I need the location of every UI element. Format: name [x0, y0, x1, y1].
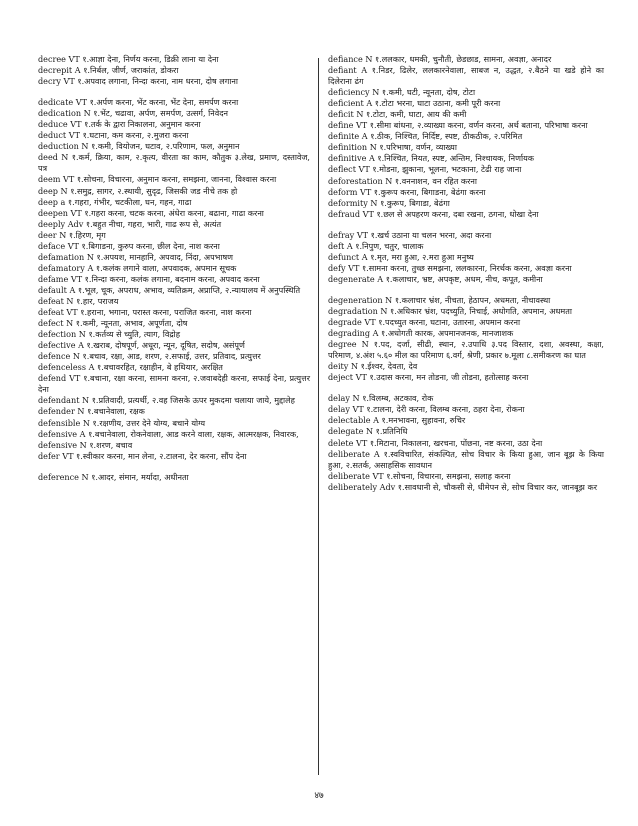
entry-headword: defame — [38, 273, 69, 284]
entry-part-of-speech: VT — [358, 164, 370, 175]
entry-part-of-speech: A — [79, 428, 86, 439]
entry-part-of-speech: N — [81, 141, 89, 152]
entry-headword: decrepit — [38, 65, 73, 76]
dictionary-entry — [328, 449, 604, 471]
dictionary-entry — [38, 252, 310, 263]
entry-headword: defiant — [328, 65, 357, 76]
entry-headword: deduce — [38, 119, 68, 130]
entry-meaning: १.आज्ञा देना, निर्णय करना, डिक्री लाना या देना — [82, 54, 219, 64]
dictionary-entry — [328, 339, 604, 361]
entry-headword: defeat — [38, 307, 64, 318]
entry-part-of-speech: N — [79, 439, 87, 450]
entry-meaning: १.कमी, न्यूनता, अभाव, अपूर्णता, दोष — [75, 318, 188, 329]
entry-headword: decry — [38, 76, 61, 87]
entry-meaning: १.अधोगती कारक, अपमानजनक, मानजाशक — [381, 328, 514, 339]
dictionary-entry — [38, 263, 310, 274]
page-number: ४७ — [314, 791, 324, 801]
dictionary-entry — [38, 76, 310, 87]
entry-part-of-speech: N — [385, 175, 393, 186]
entry-part-of-speech: N — [83, 108, 91, 119]
entry-headword: deft — [328, 240, 345, 251]
dictionary-entry — [38, 329, 310, 340]
entry-headword: deficit — [328, 109, 354, 120]
entry-part-of-speech: VT — [364, 317, 376, 328]
entry-meaning: १.खराब, दोषपूर्ण, अधूरा, न्यून, दूषित, सदोष, असंपूर्ण — [86, 340, 245, 351]
dictionary-entry — [328, 471, 604, 482]
dictionary-entry — [328, 87, 604, 98]
entry-meaning: १.विलम्ब, अटकाव, रोक — [362, 393, 434, 404]
entry-meaning: १.हराना, भगाना, परास्त करना, पराजित करना, नाश करना — [80, 307, 252, 318]
entry-part-of-speech: VT — [69, 373, 81, 384]
entry-part-of-speech: N — [86, 251, 94, 262]
entry-part-of-speech: N — [82, 417, 90, 428]
dictionary-entry — [38, 54, 310, 65]
entry-meaning: १.मिटाना, निकालना, खरचना, पोंछना, नष्ट करना, उठा देना — [369, 437, 543, 448]
entry-meaning: १.परिभाषा, वर्णन, व्याख्या — [379, 142, 457, 153]
entry-headword: defection — [38, 329, 77, 340]
entry-headword: defer — [38, 450, 60, 461]
dictionary-entry — [328, 153, 604, 164]
left-column — [38, 54, 310, 483]
entry-part-of-speech: N — [350, 361, 359, 372]
entry-headword: defend — [38, 373, 67, 384]
entry-meaning: १.कमी, घटी, न्यूनता, दोष, टोटा — [381, 87, 476, 98]
entry-part-of-speech: N — [369, 142, 377, 153]
entry-headword: deeply — [38, 218, 66, 229]
entry-headword: define — [328, 120, 354, 131]
dictionary-entry — [328, 131, 604, 142]
entry-meaning: १.निर्बल, जीर्ण, जराकांत, डोकरा — [83, 65, 179, 76]
entry-part-of-speech: VT — [70, 273, 83, 284]
dictionary-entry — [328, 164, 604, 175]
entry-part-of-speech: VT — [67, 240, 79, 251]
entry-headword: defray — [328, 229, 355, 240]
entry-part-of-speech: VT — [62, 450, 74, 461]
entry-meaning: १.निपुण, चतुर, चालाक — [355, 240, 424, 251]
dictionary-entry — [38, 208, 310, 219]
entry-headword: deforestation — [328, 175, 383, 186]
entry-part-of-speech: VT — [66, 307, 78, 318]
entry-meaning: १.सामना करना, तुच्छ समझना, ललकारना, निरर्थक करना, अवज्ञा करना — [361, 262, 572, 273]
entry-headword: deflect — [328, 164, 356, 175]
entry-headword: delete — [328, 437, 354, 448]
entry-meaning: १.प्रतिवादी, प्रत्यर्थी, २.वह जिसके ऊपर मुकदमा चलाया जाये, मुद्दालेह — [91, 395, 295, 406]
entry-meaning: १.अपयश, मानहानि, अपवाद, निंदा, अपभाषण — [96, 251, 233, 262]
entry-part-of-speech: N — [66, 295, 74, 306]
entry-meaning: १.अर्पण करना, भेंट करना, भेंट देना, समर्पण करना — [89, 97, 239, 108]
entry-meaning: १.भेंट, चढावा, अर्पण, समर्पण, उत्सर्ग, निवेदन — [93, 108, 228, 119]
entry-part-of-speech: VT — [70, 207, 82, 218]
dictionary-entry — [38, 406, 310, 417]
entry-part-of-speech: N — [356, 109, 364, 120]
dictionary-entry — [38, 119, 310, 130]
entry-part-of-speech: Adv — [379, 481, 396, 492]
entry-meaning: १.ललकार, धमकी, चुनौती, छेडछाड, सामना, अवज्ञा, अनादर — [374, 54, 552, 64]
dictionary-entry — [38, 97, 310, 108]
dictionary-entry — [38, 174, 310, 185]
entry-headword: default — [38, 284, 67, 295]
entry-meaning: १.निन्दा करना, कलंक लगाना, बदनाम करना, अपवाद करना — [84, 273, 260, 284]
entry-meaning: १.खर्च उठाना या चलन भरना, अदा करना — [370, 229, 492, 240]
entry-headword: deform — [328, 186, 358, 197]
entry-part-of-speech: A — [377, 273, 384, 284]
entry-part-of-speech: VT — [63, 174, 75, 185]
entry-headword: definitive — [328, 153, 367, 164]
entry-headword: deliberate — [328, 470, 370, 481]
dictionary-entry — [38, 141, 310, 152]
entry-headword: defensible — [38, 417, 81, 428]
entry-headword: deliberately — [328, 481, 378, 492]
entry-part-of-speech: A — [373, 448, 380, 459]
entry-part-of-speech: N — [372, 87, 380, 98]
dictionary-entry — [328, 482, 604, 493]
entry-meaning: १.बचावरहित, रक्षाहीन, बे हथियार, अरक्षित — [97, 362, 223, 373]
entry-meaning: १.सावधानी से, चौकसी से, धीमेपन से, सोच विचार कर, जानबूझ कर — [397, 481, 598, 492]
entry-headword: deem — [38, 174, 61, 185]
entry-meaning: १.कुरूप करना, बिगाडना, बेढंगा करना — [373, 186, 486, 197]
entry-part-of-speech: N — [385, 294, 393, 305]
entry-part-of-speech: N — [370, 197, 378, 208]
dictionary-entry — [328, 241, 604, 252]
entry-part-of-speech: N — [380, 305, 388, 316]
entry-part-of-speech: N — [361, 339, 369, 350]
entry-part-of-speech: N — [59, 229, 67, 240]
entry-meaning: १.हिरण, मृग — [68, 229, 106, 240]
dictionary-entry — [328, 404, 604, 415]
dictionary-entry — [38, 65, 310, 76]
dictionary-entry — [328, 438, 604, 449]
entry-headword: deed — [38, 152, 58, 163]
entry-part-of-speech: VT — [362, 208, 374, 219]
dictionary-entry — [328, 176, 604, 187]
entry-headword: degree — [328, 339, 357, 350]
entry-part-of-speech: N — [66, 318, 74, 329]
dictionary-entry — [328, 317, 604, 328]
entry-meaning: १.सोचना, विचारना, समझना, सलाह करना — [386, 470, 511, 481]
entry-headword: deduction — [38, 141, 79, 152]
dictionary-entry — [328, 98, 604, 109]
dictionary-entry — [38, 418, 310, 429]
entry-headword: deer — [38, 229, 57, 240]
entry-headword: defunct — [328, 251, 360, 262]
entry-part-of-speech: A — [69, 284, 76, 295]
entry-headword: degrade — [328, 317, 362, 328]
entry-meaning: १.उदास करना, मन तोडना, जी तोडना, हतोत्साह करना — [369, 372, 529, 383]
entry-headword: deficiency — [328, 87, 370, 98]
entry-part-of-speech: A — [346, 240, 353, 251]
dictionary-entry — [328, 306, 604, 317]
dictionary-entry — [38, 274, 310, 285]
entry-part-of-speech: VT — [75, 97, 87, 108]
entry-meaning: १.कलंक लगाने वाला, अपवादक, अपमान सूचक — [95, 262, 237, 273]
entry-part-of-speech: N — [365, 54, 373, 64]
entry-part-of-speech: A — [88, 362, 95, 373]
right-column — [328, 54, 604, 493]
dictionary-entry — [38, 440, 310, 451]
entry-part-of-speech: VT — [348, 262, 360, 273]
entry-headword: defect — [38, 318, 64, 329]
entry-meaning: १.तर्क के द्वारा निकालना, अनुमान करना — [84, 119, 201, 130]
dictionary-entry — [38, 373, 310, 395]
entry-part-of-speech: VT — [63, 76, 75, 87]
entry-part-of-speech: A — [366, 98, 373, 109]
entry-meaning: १.कमी, वियोजन, घटाव, २.परिणाम, फल, अनुमान — [91, 141, 240, 152]
entry-part-of-speech: A — [361, 65, 368, 76]
entry-meaning: १.बचानेवाला, रोकनेवाला, आड करने वाला, रक्षक, आत्मरक्षक, निवारक, — [88, 428, 299, 439]
entry-headword: deliberate — [328, 448, 370, 459]
dictionary-entry — [328, 415, 604, 426]
entry-part-of-speech: A — [373, 415, 379, 426]
entry-part-of-speech: N — [78, 329, 86, 340]
entry-meaning: १.मृत, मरा हुआ, २.मरा हुआ मनुष्य — [370, 251, 474, 262]
entry-headword: definition — [328, 142, 368, 153]
entry-meaning: १.सीमा बांधना, २.व्याख्या करना, वर्णन करना, अर्थ बताना, परिभाषा करना — [369, 120, 588, 131]
entry-part-of-speech: A — [74, 65, 81, 76]
entry-meaning: १.कर्तव्य से च्युति, त्याग, विद्रोह — [88, 329, 181, 340]
entry-headword: defy — [328, 262, 346, 273]
column-divider — [318, 58, 319, 775]
dictionary-entry — [38, 285, 310, 296]
entry-part-of-speech: VT — [70, 119, 82, 130]
dictionary-entry — [328, 328, 604, 339]
entry-headword: degenerate — [328, 273, 375, 284]
dictionary-entry — [38, 472, 310, 483]
entry-meaning: १.बिगाडना, कुरुप करना, छील देना, नाश करना — [81, 240, 220, 251]
entry-headword: defective — [38, 340, 76, 351]
entry-part-of-speech: A — [87, 262, 94, 273]
entry-meaning: १.टोटा, कमी, घाटा, आय की कमी — [366, 109, 467, 120]
entry-headword: defenceless — [38, 362, 86, 373]
entry-headword: defamatory — [38, 262, 85, 273]
entry-part-of-speech: N — [365, 426, 374, 437]
entry-headword: delay — [328, 404, 350, 415]
entry-headword: defendant — [38, 395, 80, 406]
entry-part-of-speech: VT — [355, 120, 368, 131]
dictionary-entry — [328, 361, 604, 372]
entry-headword: decree — [38, 54, 66, 64]
entry-meaning: १.समुद्र, सागर, २.स्थायी, सुदृढ, जिसकी जड नीचे तक हो — [70, 185, 238, 196]
entry-part-of-speech: VT — [355, 437, 368, 448]
dictionary-entry — [38, 219, 310, 230]
dictionary-entry — [38, 241, 310, 252]
entry-meaning: १.स्वीकार करना, मान लेना, २.टालना, देर करना, सौंप देना — [76, 450, 247, 461]
dictionary-entry — [38, 451, 310, 462]
entry-part-of-speech: Adv — [67, 218, 84, 229]
entry-meaning: १.कर्म, क्रिया, काम, २.कृत्य, वीरता का काम, कौतुक ३.लेख, प्रमाण, दस्तावेज, पत्र — [38, 152, 310, 174]
dictionary-entry — [38, 130, 310, 141]
entry-headword: defamation — [38, 251, 85, 262]
dictionary-entry — [38, 230, 310, 241]
dictionary-entry — [38, 340, 310, 351]
entry-headword: deity — [328, 361, 349, 372]
dictionary-entry — [328, 252, 604, 263]
dictionary-entry — [328, 109, 604, 120]
dictionary-entry — [38, 362, 310, 373]
dictionary-entry — [38, 318, 310, 329]
entry-headword: deep a — [38, 196, 66, 207]
entry-headword: defensive — [38, 439, 78, 450]
entry-headword: defence — [38, 351, 71, 362]
entry-part-of-speech: VT — [372, 470, 384, 481]
dictionary-entry — [328, 274, 604, 285]
entry-part-of-speech: N — [82, 395, 90, 406]
entry-part-of-speech: N — [72, 351, 80, 362]
entry-part-of-speech: VT — [68, 54, 80, 64]
dictionary-entry — [328, 372, 604, 383]
dictionary-entry — [328, 230, 604, 241]
entry-meaning: १.अपवाद लगाना, निन्दा करना, नाम धरना, दोष लगाना — [77, 76, 238, 87]
entry-headword: degradation — [328, 305, 378, 316]
entry-headword: defensive — [38, 428, 78, 439]
entry-meaning: १.आदर, संमान, मर्यादा, अधीनता — [91, 471, 189, 482]
dictionary-entry — [328, 54, 604, 65]
entry-meaning: १.कलाचार भ्रंश, नीचता, हेठापन, अधमता, नीचावस्था — [394, 294, 551, 305]
entry-headword: delay — [328, 393, 350, 404]
entry-meaning: १.ठीक, निश्चित, निर्दिष्ट, स्पष्ट, ठीकठीक, २.परिमित — [370, 131, 523, 142]
entry-part-of-speech: VT — [355, 372, 367, 383]
entry-meaning: १.निश्चित, नियत, स्पष्ट, अन्तिम, निश्चायक, निर्णायक — [377, 153, 534, 164]
dictionary-entry — [328, 263, 604, 274]
dictionary-entry — [328, 187, 604, 198]
dictionary-entry — [38, 108, 310, 119]
entry-part-of-speech: VT — [356, 229, 369, 240]
entry-meaning: १.पदच्युत करना, घटाना, उतारना, अपमान करना — [378, 317, 521, 328]
dictionary-entry — [328, 65, 604, 87]
entry-meaning: १.बहुत नीचा, गहरा, भारी, गाढ रूप से, अत्यंत — [85, 218, 222, 229]
entry-headword: deference — [38, 471, 79, 482]
entry-meaning: १.निडर, ढिलेर, ललकारनेवाला, साबज न, उद्धत, २.बैठने या खडे होने का दिलेराना ढंग — [328, 65, 604, 87]
entry-headword: defiance — [328, 54, 363, 64]
entry-meaning: १.मनभावना, सुहावना, रुचिर — [381, 415, 466, 426]
dictionary-entry — [38, 429, 310, 440]
entry-headword: defeat — [38, 295, 64, 306]
entry-part-of-speech: A — [368, 153, 375, 164]
entry-meaning: १.अधिकार भ्रंश, पदच्युति, निचाई, अधोगति, अपमान, अधमता — [390, 305, 572, 316]
entry-headword: deep — [38, 185, 58, 196]
dictionary-entry — [328, 120, 604, 131]
entry-meaning: १.स्वविचारित, संकल्पित, सोच विचार के किया हुआ, जान बूझ के किया हुआ, २.सतर्क, असाहसिक सावधान — [328, 448, 604, 470]
entry-part-of-speech: VT — [359, 186, 372, 197]
dictionary-entry — [328, 198, 604, 209]
dictionary-entry — [328, 295, 604, 306]
entry-headword: defraud — [328, 208, 361, 219]
entry-meaning: १.भूल, चूक, अपराध, अभाव, व्यतिक्रम, अप्राप्ति, २.न्यायालय में अनुपस्थिति — [77, 284, 301, 295]
entry-headword: dedication — [38, 108, 82, 119]
entry-part-of-speech: A — [361, 131, 368, 142]
dictionary-entry — [38, 152, 310, 174]
entry-meaning: १.टोटा भरना, घाटा उठाना, कमी पूरी करना — [374, 98, 501, 109]
entry-meaning: १.कुरूप, बिगाडा, बेढंगा — [380, 197, 450, 208]
entry-meaning: १.शरण, बचाव — [89, 439, 133, 450]
entry-part-of-speech: A — [372, 328, 379, 339]
entry-headword: degeneration — [328, 294, 383, 305]
entry-part-of-speech: A — [78, 340, 84, 351]
entry-headword: deepen — [38, 207, 68, 218]
entry-part-of-speech: N — [352, 393, 360, 404]
dictionary-entry — [328, 142, 604, 153]
entry-headword: deformity — [328, 197, 368, 208]
entry-meaning: १.ईश्वर, देवता, देव — [360, 361, 418, 372]
entry-meaning: १.मोडना, झुकाना, भूलना, भटकाना, टेढी राह जाना — [372, 164, 522, 175]
entry-meaning: १.टालना, देरी करना, विलम्ब करना, ठहरा देना, रोकना — [366, 404, 525, 415]
entry-meaning: १.बचाना, रक्षा करना, सामना करना, २.जवाबदेही करना, सफाई देना, प्रत्युत्तर देना — [38, 373, 311, 395]
entry-headword: deficient — [328, 98, 364, 109]
entry-part-of-speech: VT — [352, 404, 364, 415]
entry-part-of-speech: N — [77, 406, 85, 417]
entry-meaning: १.हार, पराजय — [76, 295, 119, 306]
dictionary-entry — [38, 307, 310, 318]
dictionary-entry — [328, 209, 604, 220]
entry-meaning: १.गहरा, गंभीर, चटकीला, घन, गहन, गाढा — [67, 196, 192, 207]
entry-headword: dedicate — [38, 97, 74, 108]
entry-headword: delectable — [328, 415, 371, 426]
entry-meaning: १.सोचना, विचारना, अनुमान करना, समझना, जानना, विश्वास करना — [76, 174, 277, 185]
entry-meaning: १.बचानेवाला, रक्षक — [87, 406, 145, 417]
dictionary-entry — [328, 426, 604, 437]
entry-meaning: १.वननाशन, वन रहित करना — [394, 175, 477, 186]
dictionary-entry — [38, 395, 310, 406]
entry-meaning: १.कलाचार, भ्रष्ट, अपकृष्ट, अधम, नीच, कपूत, कमीना — [385, 273, 543, 284]
dictionary-entry — [38, 197, 310, 208]
dictionary-entry — [38, 186, 310, 197]
entry-part-of-speech: N — [61, 152, 69, 163]
entry-headword: deduct — [38, 130, 67, 141]
entry-meaning: १.बचाव, रक्षा, आड, शरण, २.सफाई, उत्तर, प्रतिवाद, प्रत्युत्तर — [82, 351, 261, 362]
entry-headword: delegate — [328, 426, 364, 437]
dictionary-entry — [38, 296, 310, 307]
dictionary-entry — [328, 393, 604, 404]
entry-headword: deface — [38, 240, 66, 251]
entry-meaning: १.पद, दर्जा, सीढी, स्थान, २.उपाधि ३.पद विस्तार, दशा, अवस्था, कक्षा, परिमाण, ४.अंश ५.६० मील का परिमाण ६.वर्ग, श्रेणी, प्रकार ७.मूला ८.समीकरण का घात — [328, 339, 604, 361]
entry-headword: definite — [328, 131, 360, 142]
entry-part-of-speech: N — [81, 471, 89, 482]
entry-meaning: १.गहरा करना, चटक करना, अंधेरा करना, बढाना, गाढा करना — [84, 207, 264, 218]
entry-meaning: १.छल से अपहरण करना, दबा रखना, ठगना, धोखा देना — [376, 208, 539, 219]
entry-headword: degrading — [328, 328, 371, 339]
entry-meaning: १.रक्षणीय, उत्तर देने योग्य, बचाने योग्य — [92, 417, 206, 428]
entry-part-of-speech: VT — [68, 130, 80, 141]
entry-headword: deject — [328, 372, 354, 383]
entry-part-of-speech: A — [361, 251, 368, 262]
entry-meaning: १.प्रतिनिधि — [375, 426, 408, 437]
dictionary-entry — [38, 351, 310, 362]
entry-part-of-speech: N — [60, 185, 68, 196]
entry-meaning: १.घटाना, कम करना, २.मुजरा करना — [82, 130, 189, 141]
entry-headword: defender — [38, 406, 75, 417]
